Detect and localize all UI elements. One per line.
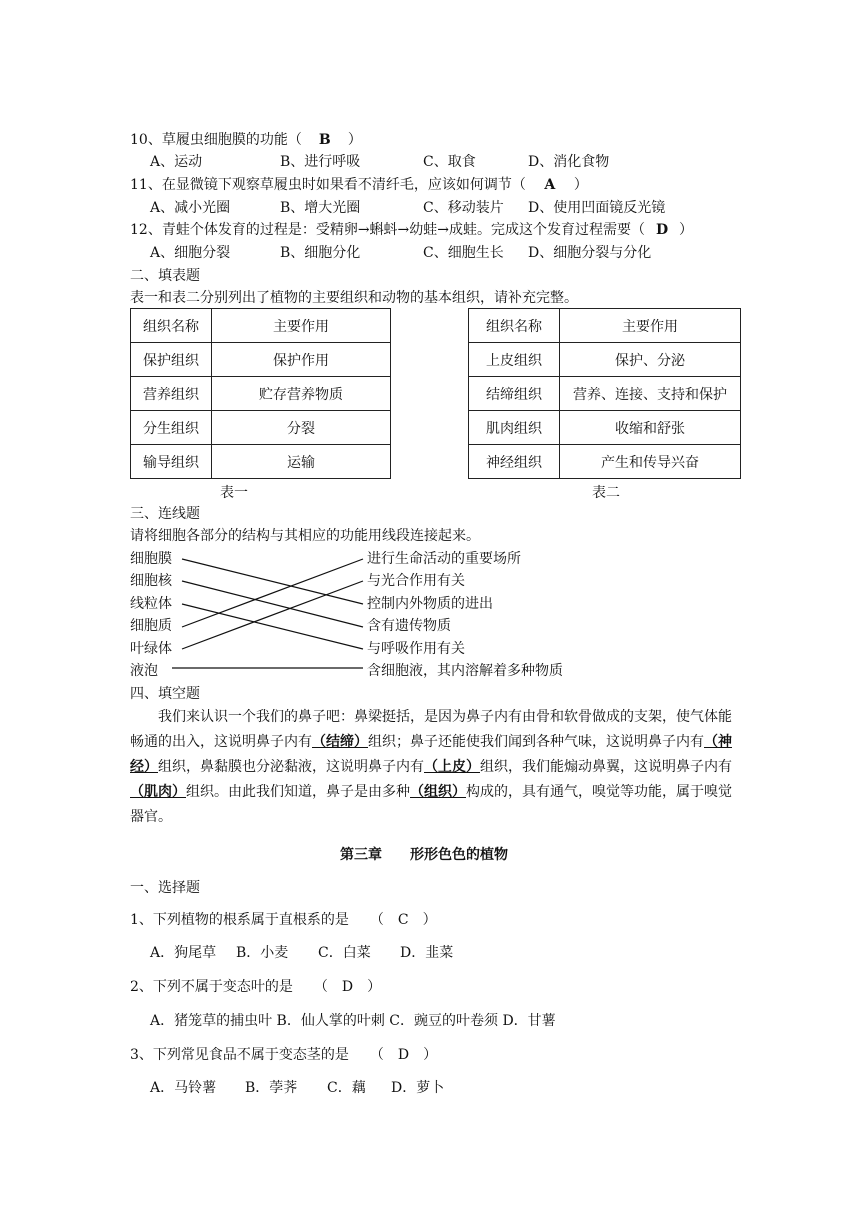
match-line	[182, 581, 363, 649]
right-item: 控制内外物质的进出	[367, 596, 493, 612]
question-10: 10、草履虫细胞膜的功能（ B ）	[130, 132, 362, 148]
left-item: 细胞膜	[130, 551, 172, 567]
table-row: 上皮组织 保护、分泌	[469, 343, 741, 377]
left-item: 线粒体	[130, 596, 172, 612]
answer: D	[655, 222, 669, 238]
left-item: 叶绿体	[130, 641, 172, 657]
chapter-question-2: 2、下列不属于变态叶的是 （ D ）	[130, 979, 382, 995]
match-line	[182, 604, 363, 649]
answer: B	[318, 132, 331, 148]
right-item: 含细胞液，其内溶解着多种物质	[367, 663, 563, 679]
fill-paragraph: 我们来认识一个我们的鼻子吧：鼻梁挺括，是因为鼻子内有由骨和软骨做成的支架，使气体能畅通的出入，这说明鼻子内有（结缔）组织；鼻子还能使我们闻到各种气味，这说明鼻子内有（神经）组织，鼻黏膜也分泌黏液，这说明鼻子内有（上皮）组织，我们能煽动鼻翼，这说明鼻子内有（肌肉）组织。由此我们知道，鼻子是由多种（组织）构成的，具有通气，嗅觉等功能，属于嗅觉器官。	[130, 709, 732, 825]
section-title: 二、填表题	[130, 268, 200, 284]
section-title: 一、选择题	[130, 880, 200, 896]
answer: A	[544, 177, 556, 193]
blank-answer: （上皮）	[424, 759, 480, 775]
table-header: 组织名称 主要作用	[131, 309, 391, 343]
options-11: A、减小光圈 B、增大光圈 C、移动装片 D、使用凹面镜反光镜	[150, 200, 666, 216]
options-c1: A．狗尾草 B．小麦 C．白菜 D．韭菜	[150, 945, 454, 961]
blank-answer: （神经）	[130, 734, 732, 775]
section-title: 三、连线题	[130, 506, 200, 522]
match-line	[182, 581, 363, 627]
table-row: 结缔组织 营养、连接、支持和保护	[469, 377, 741, 411]
question-11: 11、在显微镜下观察草履虫时如果看不清纤毛，应该如何调节（ A ）	[130, 177, 588, 193]
right-item: 与呼吸作用有关	[367, 641, 465, 657]
blank-answer: （组织）	[410, 784, 466, 800]
question-12: 12、青蛙个体发育的过程是：受精卵→蝌蚪→幼蛙→成蛙。完成这个发育过程需要（ D ）	[130, 222, 694, 238]
section-title: 四、填空题	[130, 686, 200, 702]
table-caption: 表一	[220, 485, 248, 501]
right-item: 含有遗传物质	[367, 618, 451, 634]
right-item: 进行生命活动的重要场所	[367, 551, 521, 567]
table-header: 组织名称 主要作用	[469, 309, 741, 343]
table-row: 输导组织 运输	[131, 445, 391, 479]
match-line	[182, 559, 363, 627]
options-12: A、细胞分裂 B、细胞分化 C、细胞生长 D、细胞分裂与分化	[150, 245, 652, 261]
table-row: 保护组织 保护作用	[131, 343, 391, 377]
chapter-title: 第三章 形形色色的植物	[340, 847, 508, 863]
section-intro: 请将细胞各部分的结构与其相应的功能用线段连接起来。	[130, 528, 480, 544]
options-c2: A．猪笼草的捕虫叶 B．仙人掌的叶刺 C．豌豆的叶卷须 D．甘薯	[150, 1013, 556, 1029]
table-row: 神经组织 产生和传导兴奋	[469, 445, 741, 479]
left-item: 细胞质	[130, 618, 172, 634]
table-row: 分生组织 分裂	[131, 411, 391, 445]
table-caption: 表二	[592, 485, 620, 501]
table-row: 营养组织 贮存营养物质	[131, 377, 391, 411]
chapter-question-1: 1、下列植物的根系属于直根系的是 （ C ）	[130, 912, 437, 928]
table-row: 肌肉组织 收缩和舒张	[469, 411, 741, 445]
left-item: 液泡	[130, 663, 158, 679]
match-line	[182, 559, 363, 604]
options-10: A、运动 B、进行呼吸 C、取食 D、消化食物	[150, 154, 610, 170]
chapter-question-3: 3、下列常见食品不属于变态茎的是 （ D ）	[130, 1047, 438, 1063]
right-item: 与光合作用有关	[367, 573, 465, 589]
section-intro: 表一和表二分别列出了植物的主要组织和动物的基本组织，请补充完整。	[130, 290, 578, 306]
options-c3: A．马铃薯 B．荸荠 C．藕 D．萝卜	[150, 1080, 445, 1096]
blank-answer: （结缔）	[312, 734, 368, 750]
left-item: 细胞核	[130, 573, 172, 589]
blank-answer: （肌肉）	[130, 784, 186, 800]
